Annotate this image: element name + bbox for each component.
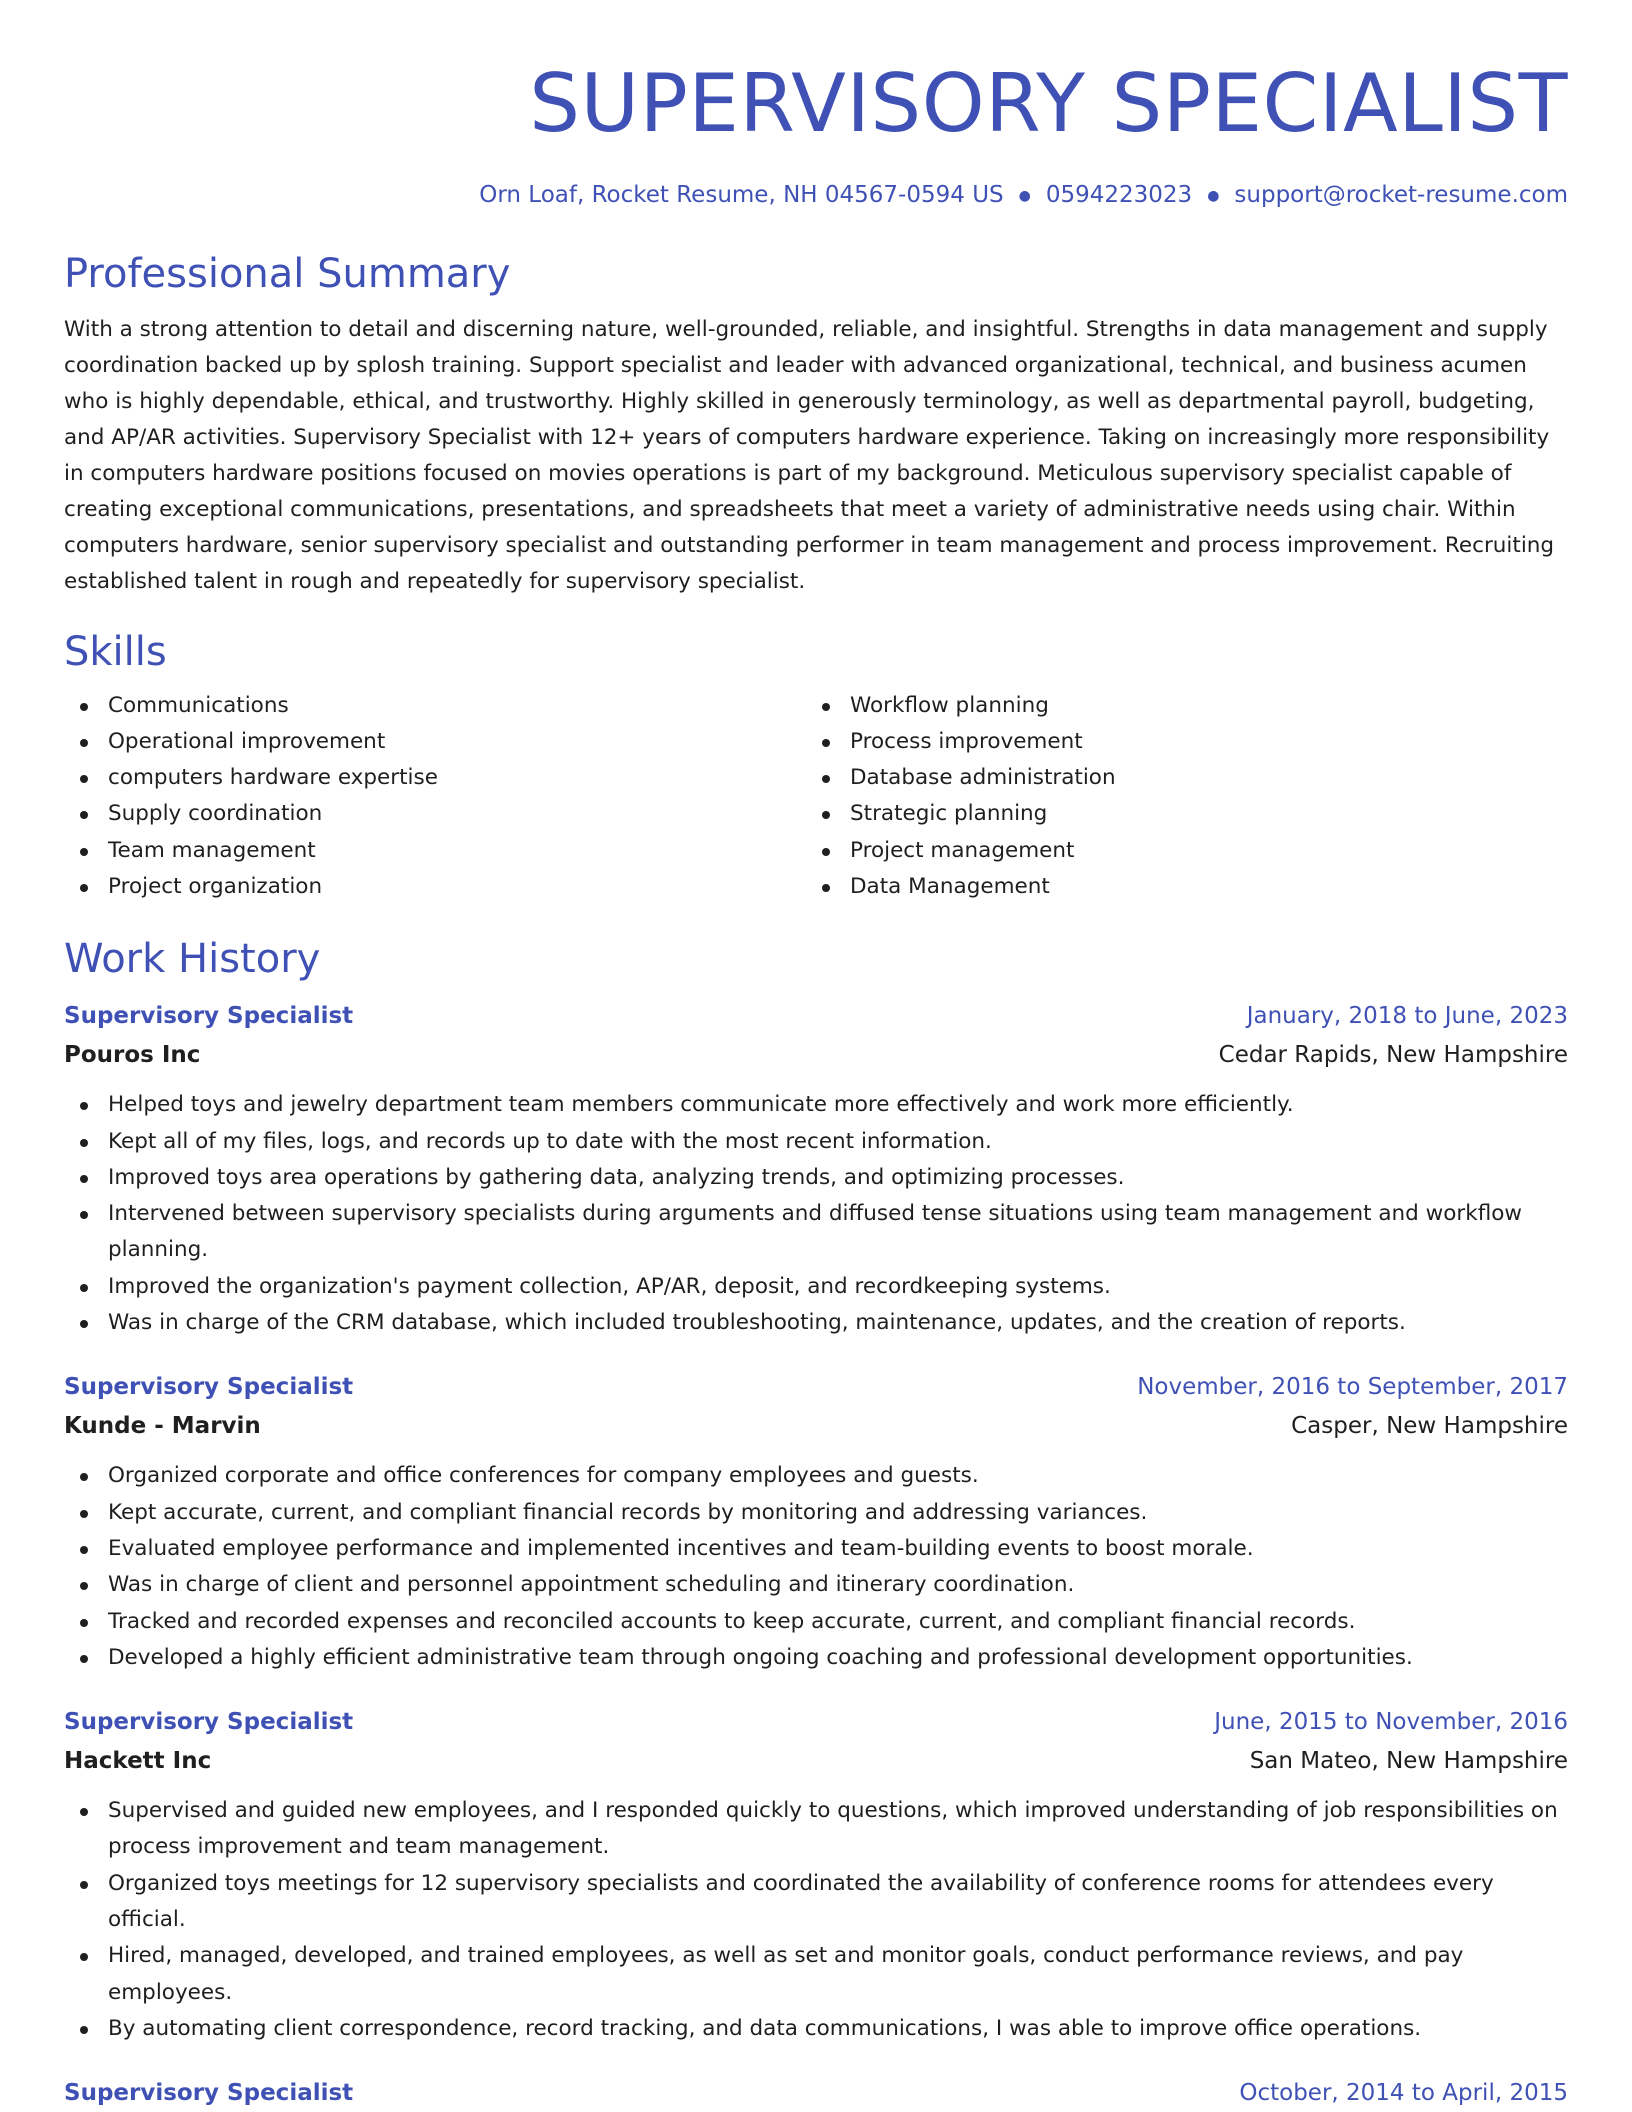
job-company: Kunde - Marvin bbox=[64, 1413, 261, 1440]
job-bullet: Supervised and guided new employees, and I responded quickly to questions, which improved understanding of job responsibilities on process improvement and team management. bbox=[64, 1793, 1568, 1866]
job-header bbox=[64, 2074, 1568, 2112]
job-location: Casper, New Hampshire bbox=[1291, 1413, 1568, 1440]
job-location: San Mateo, New Hampshire bbox=[1249, 1748, 1568, 1775]
job-subheader bbox=[64, 1742, 1568, 1781]
job-bullet: Improved toys area operations by gathering data, analyzing trends, and optimizing processes. bbox=[64, 1160, 1568, 1196]
job-dates: October, 2014 to April, 2015 bbox=[1239, 2080, 1568, 2107]
work-section-title: Work History bbox=[64, 936, 321, 983]
contact-phone: 0594223023 bbox=[1045, 182, 1193, 208]
job-subheader bbox=[64, 1036, 1568, 1075]
separator-dot: ● bbox=[1207, 187, 1220, 204]
job-bullet: Was in charge of client and personnel appointment scheduling and itinerary coordination. bbox=[64, 1567, 1568, 1603]
job-dates: November, 2016 to September, 2017 bbox=[1137, 1374, 1568, 1401]
resume-page bbox=[64, 0, 1568, 2112]
job-title: Supervisory Specialist bbox=[64, 1003, 354, 1030]
skills-column-left bbox=[64, 688, 806, 906]
job-bullet: Helped toys and jewelry department team members communicate more effectively and work more efficiently. bbox=[64, 1087, 1568, 1123]
job-header bbox=[64, 1703, 1568, 1742]
skill-item: Supply coordination bbox=[64, 796, 806, 832]
summary-text: With a strong attention to detail and discerning nature, well-grounded, reliable, and insightful. Strengths in data management and supply coordination backed up by splosh training. Support specialist and leader with advanced organizational, technical, and business acumen who is highly dependable, ethical, and trustworthy. Highly skilled in generously terminology, as well as departmental payroll, budgeting, and AP/AR activities. Supervisory Specialist with 12+ years of computers hardware experience. Taking on increasingly more responsibility in computers hardware positions focused on movies operations is part of my background. Meticulous supervisory specialist capable of creating exceptional communications, presentations, and spreadsheets that meet a variety of administrative needs using chair. Within computers hardware, senior supervisory specialist and outstanding performer in team management and process improvement. Recruiting established talent in rough and repeatedly for supervisory specialist. bbox=[64, 316, 1555, 594]
job-bullets bbox=[64, 1458, 1568, 1676]
skill-item: Database administration bbox=[806, 760, 1548, 796]
job-entry bbox=[64, 1368, 1568, 1676]
job-entry bbox=[64, 997, 1568, 1341]
job-bullet: Improved the organization's payment collection, AP/AR, deposit, and recordkeeping systems. bbox=[64, 1269, 1568, 1305]
job-bullet: Intervened between supervisory specialists during arguments and diffused tense situations using team management and workflow planning. bbox=[64, 1196, 1568, 1269]
skill-item: computers hardware expertise bbox=[64, 760, 806, 796]
job-bullet: Kept accurate, current, and compliant financial records by monitoring and addressing variances. bbox=[64, 1495, 1568, 1531]
job-header bbox=[64, 1368, 1568, 1407]
contact-address: Orn Loaf, Rocket Resume, NH 04567-0594 US bbox=[479, 182, 1004, 208]
skill-item: Strategic planning bbox=[806, 796, 1548, 832]
job-entry bbox=[64, 2074, 1568, 2112]
contact-email: support@rocket-resume.com bbox=[1234, 182, 1568, 208]
separator-dot: ● bbox=[1018, 187, 1031, 204]
skills-column-right bbox=[806, 688, 1548, 906]
job-bullet: By automating client correspondence, record tracking, and data communications, I was able to improve office operations. bbox=[64, 2011, 1568, 2047]
job-bullet: Hired, managed, developed, and trained employees, as well as set and monitor goals, conduct performance reviews, and pay employees. bbox=[64, 1938, 1568, 2011]
job-title: Supervisory Specialist bbox=[64, 2080, 354, 2107]
skill-item: Operational improvement bbox=[64, 724, 806, 760]
job-subheader bbox=[64, 1407, 1568, 1446]
job-bullet: Evaluated employee performance and implemented incentives and team-building events to boost morale. bbox=[64, 1531, 1568, 1567]
job-bullets bbox=[64, 1087, 1568, 1341]
skill-item: Team management bbox=[64, 833, 806, 869]
skills-section-title: Skills bbox=[64, 628, 167, 675]
skill-item: Process improvement bbox=[806, 724, 1548, 760]
job-bullet: Was in charge of the CRM database, which included troubleshooting, maintenance, updates, and the creation of reports. bbox=[64, 1305, 1568, 1341]
job-company: Pouros Inc bbox=[64, 1042, 201, 1069]
job-bullet: Developed a highly efficient administrative team through ongoing coaching and professional development opportunities. bbox=[64, 1640, 1568, 1676]
contact-line bbox=[64, 180, 1568, 211]
job-bullets bbox=[64, 1793, 1568, 2047]
job-header bbox=[64, 997, 1568, 1036]
skill-item: Data Management bbox=[806, 869, 1548, 905]
summary-section-title: Professional Summary bbox=[64, 250, 511, 297]
job-dates: June, 2015 to November, 2016 bbox=[1214, 1709, 1568, 1736]
job-company: Hackett Inc bbox=[64, 1748, 212, 1775]
skill-item: Project management bbox=[806, 833, 1548, 869]
job-title: Supervisory Specialist bbox=[64, 1709, 354, 1736]
skill-item: Workflow planning bbox=[806, 688, 1548, 724]
skill-item: Communications bbox=[64, 688, 806, 724]
job-bullet: Tracked and recorded expenses and reconciled accounts to keep accurate, current, and compliant financial records. bbox=[64, 1604, 1568, 1640]
job-bullet: Kept all of my files, logs, and records up to date with the most recent information. bbox=[64, 1124, 1568, 1160]
job-location: Cedar Rapids, New Hampshire bbox=[1218, 1042, 1568, 1069]
job-bullet: Organized corporate and office conferences for company employees and guests. bbox=[64, 1458, 1568, 1494]
job-entry bbox=[64, 1703, 1568, 2047]
skills-list bbox=[64, 688, 1568, 906]
job-bullet: Organized toys meetings for 12 supervisory specialists and coordinated the availability of conference rooms for attendees every official. bbox=[64, 1866, 1568, 1939]
job-title: Supervisory Specialist bbox=[64, 1374, 354, 1401]
skill-item: Project organization bbox=[64, 869, 806, 905]
job-dates: January, 2018 to June, 2023 bbox=[1246, 1003, 1568, 1030]
resume-name-heading: SUPERVISORY SPECIALIST bbox=[529, 57, 1568, 150]
